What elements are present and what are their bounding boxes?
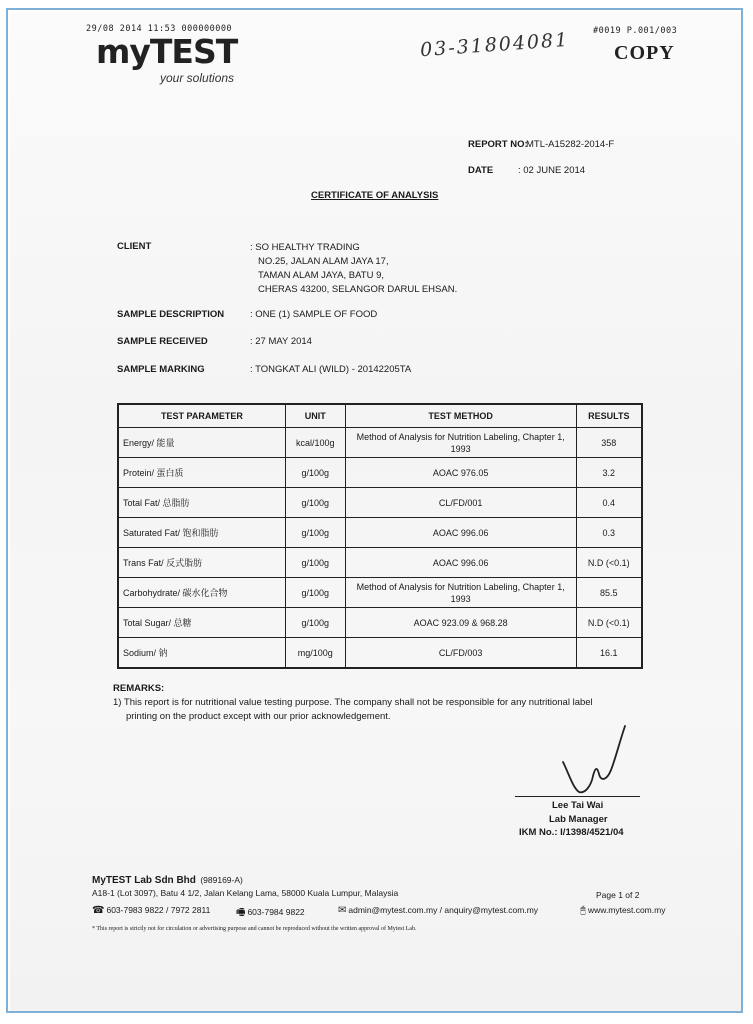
remarks-label: REMARKS: bbox=[113, 683, 165, 694]
logo-tagline: your solutions bbox=[160, 71, 235, 85]
web-icon: 🖰 bbox=[580, 905, 586, 916]
unit-cell: g/100g bbox=[285, 608, 345, 638]
remarks-line-2: printing on the product except with our prior acknowledgement. bbox=[126, 711, 391, 722]
table-row bbox=[118, 608, 642, 638]
client-label: CLIENT bbox=[117, 241, 152, 252]
method-cell: Method of Analysis for Nutrition Labeling, Chapter 1, 1993 bbox=[345, 428, 576, 458]
table-row bbox=[118, 518, 642, 548]
results-table bbox=[117, 403, 643, 669]
client-line-3: TAMAN ALAM JAYA, BATU 9, bbox=[258, 270, 384, 281]
document-title: CERTIFICATE OF ANALYSIS bbox=[311, 190, 439, 201]
sample-received-label: SAMPLE RECEIVED bbox=[117, 336, 208, 347]
table-row bbox=[118, 578, 642, 608]
table-row bbox=[118, 638, 642, 669]
footer-page: Page 1 of 2 bbox=[596, 890, 640, 900]
method-cell: AOAC 923.09 & 968.28 bbox=[345, 608, 576, 638]
param-cell: Carbohydrate/ 碳水化合物 bbox=[118, 578, 285, 608]
table-row bbox=[118, 488, 642, 518]
date-label: DATE bbox=[468, 165, 494, 176]
footer-web-group bbox=[580, 905, 665, 916]
footer-company-reg: (989169-A) bbox=[200, 875, 243, 885]
param-cell: Total Fat/ 总脂肪 bbox=[118, 488, 285, 518]
unit-cell: g/100g bbox=[285, 488, 345, 518]
sample-marking-value: : TONGKAT ALI (WILD) - 20142205TA bbox=[250, 364, 412, 375]
table-row bbox=[118, 548, 642, 578]
param-cell: Energy/ 能量 bbox=[118, 428, 285, 458]
result-cell: N.D (<0.1) bbox=[576, 608, 642, 638]
client-line-2: NO.25, JALAN ALAM JAYA 17, bbox=[258, 256, 389, 267]
sample-description-label: SAMPLE DESCRIPTION bbox=[117, 309, 225, 320]
method-cell: CL/FD/001 bbox=[345, 488, 576, 518]
method-cell: AOAC 996.06 bbox=[345, 518, 576, 548]
report-no-value: MTL-A15282-2014-F bbox=[526, 139, 615, 150]
table-row bbox=[118, 428, 642, 458]
unit-cell: g/100g bbox=[285, 518, 345, 548]
unit-cell: kcal/100g bbox=[285, 428, 345, 458]
result-cell: 358 bbox=[576, 428, 642, 458]
result-cell: 0.4 bbox=[576, 488, 642, 518]
method-cell: Method of Analysis for Nutrition Labeling, Chapter 1, 1993 bbox=[345, 578, 576, 608]
signature-line bbox=[515, 796, 640, 797]
header-results: RESULTS bbox=[576, 404, 642, 428]
header-test-parameter: TEST PARAMETER bbox=[118, 404, 285, 428]
signatory-name: Lee Tai Wai bbox=[552, 800, 604, 811]
header-test-method: TEST METHOD bbox=[345, 404, 576, 428]
param-cell: Total Sugar/ 总糖 bbox=[118, 608, 285, 638]
signature-mark bbox=[555, 722, 635, 794]
result-cell: N.D (<0.1) bbox=[576, 548, 642, 578]
footer-fax: 603-7984 9822 bbox=[247, 907, 305, 917]
result-cell: 85.5 bbox=[576, 578, 642, 608]
handwritten-number: 03-31804081 bbox=[419, 28, 570, 62]
method-cell: AOAC 976.05 bbox=[345, 458, 576, 488]
footer-email-group bbox=[338, 905, 538, 916]
method-cell: AOAC 996.06 bbox=[345, 548, 576, 578]
remarks-line-1: 1) This report is for nutritional value testing purpose. The company shall not be responsible for any nutritional label bbox=[113, 697, 593, 708]
footer-company-name: MyTEST Lab Sdn Bhd bbox=[92, 875, 196, 886]
header-unit: UNIT bbox=[285, 404, 345, 428]
method-cell: CL/FD/003 bbox=[345, 638, 576, 669]
fax-icon: 🖷 bbox=[236, 907, 246, 918]
footer-address: A18-1 (Lot 3097), Batu 4 1/2, Jalan Kelang Lama, 58000 Kuala Lumpur, Malaysia bbox=[92, 888, 399, 898]
logo-text: myTEST bbox=[96, 32, 238, 71]
footer-web: www.mytest.com.my bbox=[588, 905, 666, 915]
result-cell: 3.2 bbox=[576, 458, 642, 488]
footer-fax-group bbox=[236, 905, 305, 922]
fax-header-left: 29/08 2014 11:53 000000000 bbox=[86, 24, 233, 34]
copy-stamp: COPY bbox=[614, 42, 675, 64]
table-row bbox=[118, 458, 642, 488]
signatory-ikm: IKM No.: I/1398/4521/04 bbox=[519, 827, 624, 838]
param-cell: Trans Fat/ 反式脂肪 bbox=[118, 548, 285, 578]
client-line-1: : SO HEALTHY TRADING bbox=[250, 242, 360, 253]
table-header-row bbox=[118, 404, 642, 428]
sample-description-value: : ONE (1) SAMPLE OF FOOD bbox=[250, 309, 378, 320]
report-no-label: REPORT NO: bbox=[468, 139, 528, 150]
signatory-title: Lab Manager bbox=[549, 814, 608, 825]
result-cell: 16.1 bbox=[576, 638, 642, 669]
email-icon: ✉ bbox=[338, 905, 347, 916]
result-cell: 0.3 bbox=[576, 518, 642, 548]
footer-email: admin@mytest.com.my / anquiry@mytest.com.my bbox=[348, 905, 539, 915]
fax-header-right: #0019 P.001/003 bbox=[593, 26, 678, 36]
company-logo bbox=[96, 32, 237, 71]
footer-phone: 603-7983 9822 / 7972 2811 bbox=[106, 905, 211, 915]
footer-disclaimer: * This report is strictly not for circulation or advertising purpose and cannot be reproduced without the written approval of Mytest Lab. bbox=[92, 926, 417, 932]
unit-cell: g/100g bbox=[285, 578, 345, 608]
sample-received-value: : 27 MAY 2014 bbox=[250, 336, 312, 347]
param-cell: Protein/ 蛋白质 bbox=[118, 458, 285, 488]
sample-marking-label: SAMPLE MARKING bbox=[117, 364, 205, 375]
phone-icon: ☎ bbox=[92, 905, 105, 916]
param-cell: Saturated Fat/ 饱和脂肪 bbox=[118, 518, 285, 548]
client-line-4: CHERAS 43200, SELANGOR DARUL EHSAN. bbox=[258, 284, 458, 295]
footer-phone-group bbox=[92, 905, 210, 916]
unit-cell: g/100g bbox=[285, 458, 345, 488]
unit-cell: mg/100g bbox=[285, 638, 345, 669]
date-value: : 02 JUNE 2014 bbox=[518, 165, 586, 176]
footer-company bbox=[92, 870, 243, 888]
param-cell: Sodium/ 钠 bbox=[118, 638, 285, 669]
unit-cell: g/100g bbox=[285, 548, 345, 578]
